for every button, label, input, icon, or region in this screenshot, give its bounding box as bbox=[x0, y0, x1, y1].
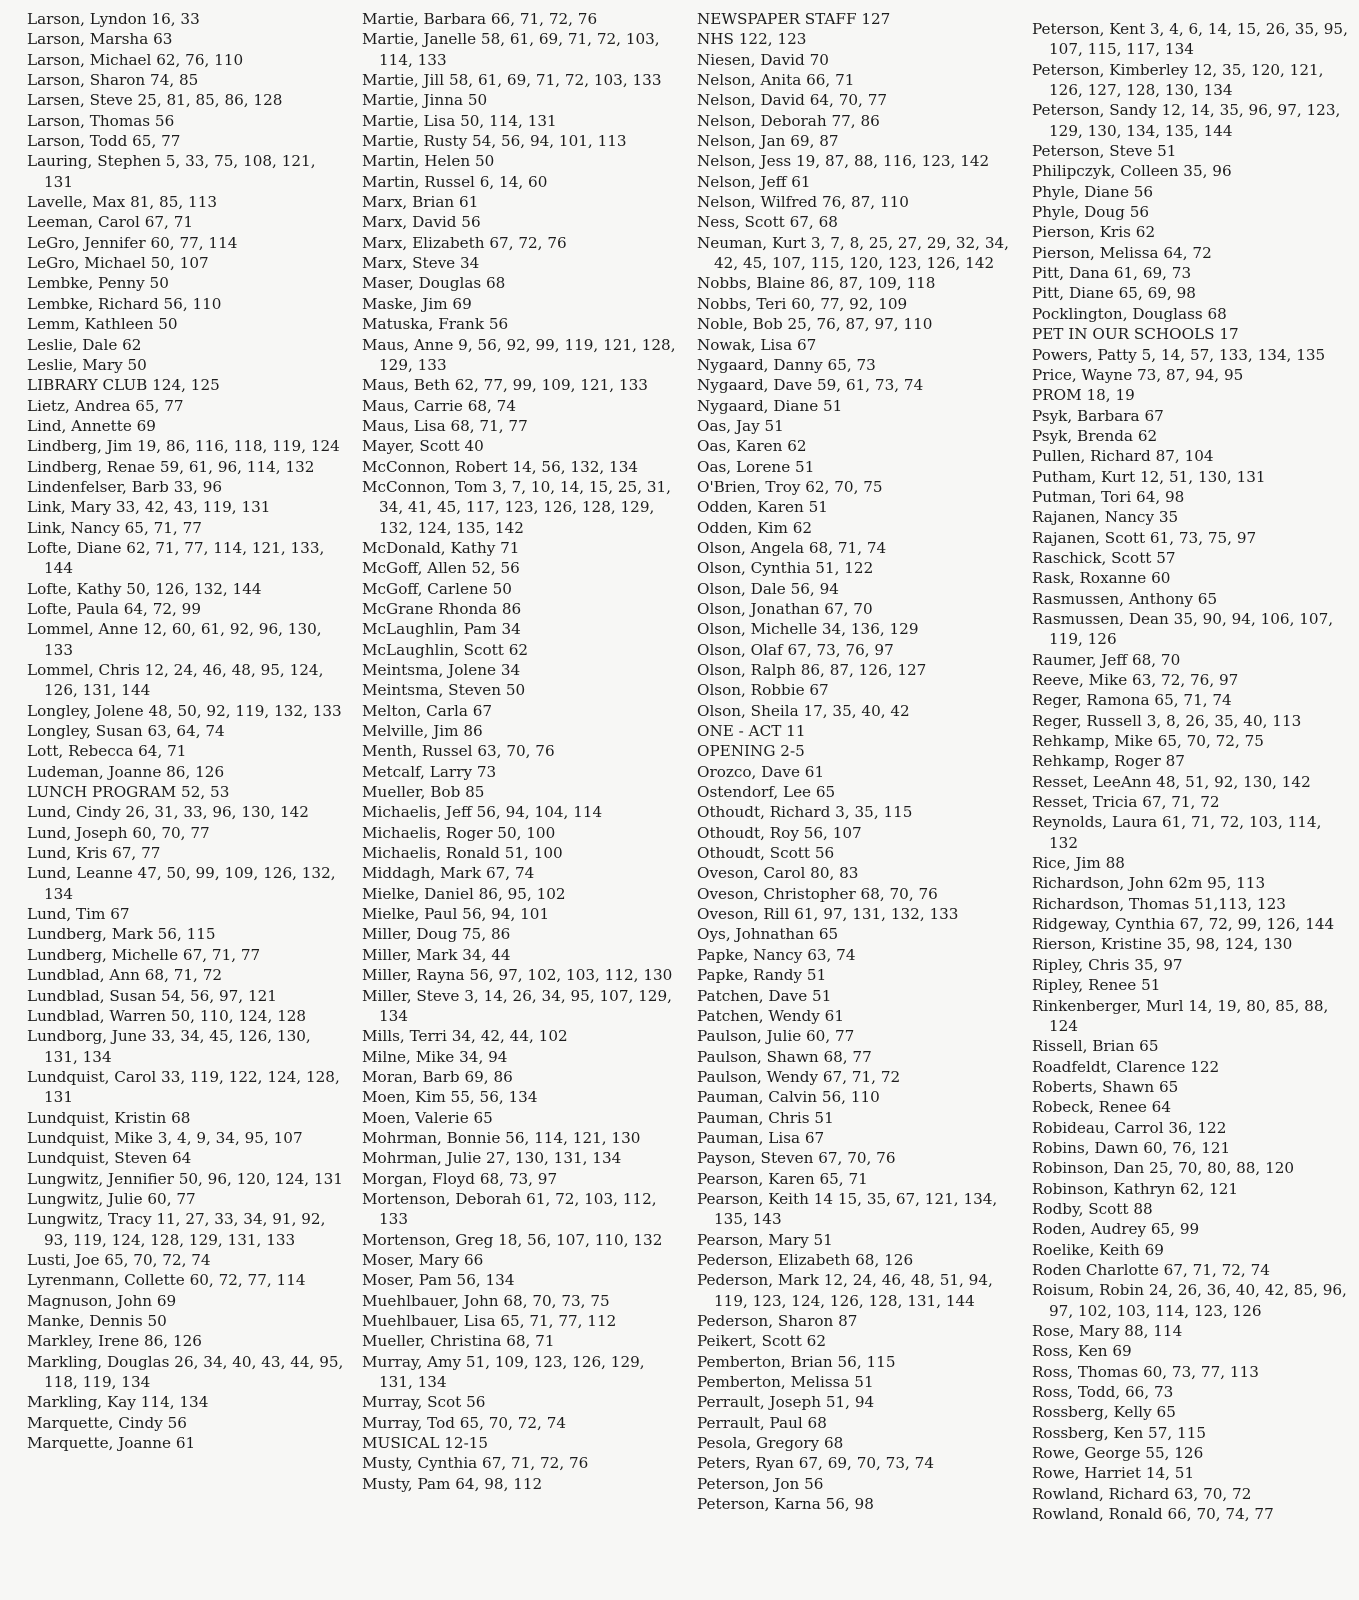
index-entry: Reger, Ramona 65, 71, 74 bbox=[1032, 691, 1232, 710]
index-entry: Rehkamp, Roger 87 bbox=[1032, 752, 1185, 771]
index-column-4 bbox=[1032, 19, 1350, 1524]
index-entry: Marx, David 56 bbox=[362, 213, 481, 232]
index-entry: Rice, Jim 88 bbox=[1032, 854, 1125, 873]
index-entry: Morgan, Floyd 68, 73, 97 bbox=[362, 1169, 558, 1188]
index-entry: Perrault, Paul 68 bbox=[697, 1413, 827, 1432]
index-entry: Robinson, Kathryn 62, 121 bbox=[1032, 1179, 1239, 1198]
index-entry: Rajanen, Scott 61, 73, 75, 97 bbox=[1032, 528, 1257, 547]
index-entry: Melville, Jim 86 bbox=[362, 722, 483, 741]
index-entry: Orozco, Dave 61 bbox=[697, 762, 825, 781]
index-entry: Nygaard, Diane 51 bbox=[697, 396, 843, 415]
index-entry: Meintsma, Steven 50 bbox=[362, 681, 526, 700]
index-entry: Robeck, Renee 64 bbox=[1032, 1098, 1171, 1117]
index-entry: Rossberg, Kelly 65 bbox=[1032, 1403, 1176, 1422]
index-entry: Martie, Jinna 50 bbox=[362, 91, 488, 110]
index-entry: Lundblad, Ann 68, 71, 72 bbox=[27, 966, 223, 985]
index-entry: Robinson, Dan 25, 70, 80, 88, 120 bbox=[1032, 1159, 1295, 1178]
index-entry: Oas, Karen 62 bbox=[697, 437, 807, 456]
index-entry: Moran, Barb 69, 86 bbox=[362, 1067, 513, 1086]
index-entry: Ostendorf, Lee 65 bbox=[697, 783, 836, 802]
index-entry: Rajanen, Nancy 35 bbox=[1032, 508, 1179, 527]
index-entry: Rowland, Richard 63, 70, 72 bbox=[1032, 1484, 1252, 1503]
index-entry: PET IN OUR SCHOOLS 17 bbox=[1032, 325, 1239, 344]
index-entry: Middagh, Mark 67, 74 bbox=[362, 864, 535, 883]
index-entry: Mortenson, Greg 18, 56, 107, 110, 132 bbox=[362, 1230, 663, 1249]
index-entry: Papke, Nancy 63, 74 bbox=[697, 945, 856, 964]
index-entry: Olson, Robbie 67 bbox=[697, 681, 829, 700]
index-entry: Ross, Thomas 60, 73, 77, 113 bbox=[1032, 1362, 1259, 1381]
index-entry: Payson, Steven 67, 70, 76 bbox=[697, 1149, 896, 1168]
index-entry: Rowland, Ronald 66, 70, 74, 77 bbox=[1032, 1505, 1274, 1524]
index-entry: Lundquist, Carol 33, 119, 122, 124, 128, 131 bbox=[27, 1067, 340, 1107]
index-entry: Olson, Olaf 67, 73, 76, 97 bbox=[697, 640, 894, 659]
index-entry: Rinkenberger, Murl 14, 19, 80, 85, 88, 124 bbox=[1032, 996, 1329, 1035]
index-entry: Odden, Kim 62 bbox=[697, 518, 813, 537]
index-entry: Pemberton, Brian 56, 115 bbox=[697, 1352, 896, 1371]
index-entry: Maus, Anne 9, 56, 92, 99, 119, 121, 128, 129, 133 bbox=[362, 335, 676, 374]
index-entry: Marx, Steve 34 bbox=[362, 254, 480, 273]
index-entry: Muehlbauer, Lisa 65, 71, 77, 112 bbox=[362, 1312, 617, 1330]
index-entry: Michaelis, Roger 50, 100 bbox=[362, 823, 556, 842]
index-entry: Link, Nancy 65, 71, 77 bbox=[27, 518, 202, 537]
index-entry: Pitt, Dana 61, 69, 73 bbox=[1032, 264, 1192, 283]
index-entry: Larson, Thomas 56 bbox=[27, 111, 175, 130]
index-entry: Lyrenmann, Collette 60, 72, 77, 114 bbox=[27, 1271, 306, 1290]
index-entry: Raumer, Jeff 68, 70 bbox=[1032, 650, 1181, 669]
index-entry: Larson, Marsha 63 bbox=[27, 30, 173, 49]
index-entry: MUSICAL 12-15 bbox=[362, 1434, 489, 1453]
index-entry: Metcalf, Larry 73 bbox=[362, 762, 497, 781]
index-entry: Ludeman, Joanne 86, 126 bbox=[27, 762, 225, 781]
index-entry: Nowak, Lisa 67 bbox=[697, 335, 817, 354]
index-entry: Michaelis, Ronald 51, 100 bbox=[362, 844, 563, 863]
index-entry: Oas, Lorene 51 bbox=[697, 457, 815, 476]
index-entry: Ness, Scott 67, 68 bbox=[697, 213, 838, 232]
index-entry: Pearson, Mary 51 bbox=[697, 1230, 833, 1249]
index-entry: Leslie, Mary 50 bbox=[27, 355, 147, 374]
index-entry: Martie, Jill 58, 61, 69, 71, 72, 103, 133 bbox=[362, 71, 662, 90]
index-entry: Olson, Dale 56, 94 bbox=[697, 579, 839, 598]
index-entry: Patchen, Wendy 61 bbox=[697, 1006, 845, 1025]
index-entry: Nelson, Jan 69, 87 bbox=[697, 132, 839, 151]
index-entry: Pauman, Calvin 56, 110 bbox=[697, 1088, 880, 1107]
index-entry: Martie, Lisa 50, 114, 131 bbox=[362, 111, 557, 130]
index-entry: Lundberg, Mark 56, 115 bbox=[27, 925, 216, 944]
index-entry: McConnon, Tom 3, 7, 10, 14, 15, 25, 31, 34, 41, 45, 117, 123, 126, 128, 129, 132, 124, 135, 142 bbox=[362, 477, 671, 537]
index-entry: Longley, Susan 63, 64, 74 bbox=[27, 722, 225, 741]
index-entry: Pearson, Karen 65, 71 bbox=[697, 1169, 868, 1188]
index-entry: Pederson, Elizabeth 68, 126 bbox=[697, 1250, 914, 1269]
index-entry: Othoudt, Scott 56 bbox=[697, 844, 835, 863]
index-column-1 bbox=[27, 9, 345, 1453]
index-entry: Paulson, Julie 60, 77 bbox=[697, 1027, 855, 1046]
index-entry: Pearson, Keith 14 15, 35, 67, 121, 134, 135, 143 bbox=[697, 1189, 998, 1229]
index-entry: Oveson, Rill 61, 97, 131, 132, 133 bbox=[697, 905, 959, 924]
index-column-3 bbox=[697, 9, 1015, 1514]
index-entry: Martin, Helen 50 bbox=[362, 152, 495, 171]
index-entry: Maus, Carrie 68, 74 bbox=[362, 396, 517, 415]
index-entry: Reynolds, Laura 61, 71, 72, 103, 114, 132 bbox=[1032, 813, 1322, 852]
index-entry: Lundberg, Michelle 67, 71, 77 bbox=[27, 945, 261, 964]
index-entry: PROM 18, 19 bbox=[1032, 386, 1135, 405]
index-entry: Mortenson, Deborah 61, 72, 103, 112, 133 bbox=[362, 1189, 657, 1229]
index-entry: Othoudt, Richard 3, 35, 115 bbox=[697, 803, 913, 822]
index-entry: Mayer, Scott 40 bbox=[362, 437, 484, 456]
index-entry: LIBRARY CLUB 124, 125 bbox=[27, 376, 220, 395]
index-entry: McDonald, Kathy 71 bbox=[362, 538, 520, 557]
index-entry: Lind, Annette 69 bbox=[27, 416, 156, 435]
index-entry: Lauring, Stephen 5, 33, 75, 108, 121, 131 bbox=[27, 152, 316, 191]
index-entry: Rasmussen, Dean 35, 90, 94, 106, 107, 119, 126 bbox=[1032, 609, 1334, 649]
index-entry: Roisum, Robin 24, 26, 36, 40, 42, 85, 96, 97, 102, 103, 114, 123, 126 bbox=[1032, 1281, 1347, 1320]
index-entry: Nelson, David 64, 70, 77 bbox=[697, 91, 888, 110]
index-entry: Marx, Brian 61 bbox=[362, 193, 479, 212]
index-entry: Nygaard, Dave 59, 61, 73, 74 bbox=[697, 376, 924, 395]
index-entry: Larson, Todd 65, 77 bbox=[27, 132, 181, 151]
index-entry: Neuman, Kurt 3, 7, 8, 25, 27, 29, 32, 34, 42, 45, 107, 115, 120, 123, 126, 142 bbox=[697, 233, 1009, 273]
index-entry: Peterson, Steve 51 bbox=[1032, 142, 1177, 161]
index-entry: Robins, Dawn 60, 76, 121 bbox=[1032, 1138, 1231, 1157]
index-entry: Robideau, Carrol 36, 122 bbox=[1032, 1118, 1227, 1137]
index-entry: Mohrman, Julie 27, 130, 131, 134 bbox=[362, 1149, 622, 1168]
index-entry: Maus, Lisa 68, 71, 77 bbox=[362, 416, 528, 435]
index-entry: Phyle, Diane 56 bbox=[1032, 182, 1154, 201]
index-entry: Moser, Mary 66 bbox=[362, 1250, 484, 1269]
index-entry: Olson, Ralph 86, 87, 126, 127 bbox=[697, 661, 927, 679]
index-entry: Mohrman, Bonnie 56, 114, 121, 130 bbox=[362, 1128, 641, 1147]
index-entry: Martie, Rusty 54, 56, 94, 101, 113 bbox=[362, 132, 627, 151]
index-entry: Meintsma, Jolene 34 bbox=[362, 661, 521, 679]
index-entry: LUNCH PROGRAM 52, 53 bbox=[27, 783, 230, 802]
index-entry: Lindberg, Jim 19, 86, 116, 118, 119, 124 bbox=[27, 437, 340, 456]
index-entry: Olson, Michelle 34, 136, 129 bbox=[697, 620, 919, 639]
index-entry: Nelson, Wilfred 76, 87, 110 bbox=[697, 193, 909, 212]
index-entry: Lemm, Kathleen 50 bbox=[27, 315, 178, 334]
index-entry: Pesola, Gregory 68 bbox=[697, 1434, 844, 1453]
index-entry: Lembke, Penny 50 bbox=[27, 274, 169, 293]
index-entry: Peterson, Kimberley 12, 35, 120, 121, 126, 127, 128, 130, 134 bbox=[1032, 60, 1324, 100]
index-entry: Leeman, Carol 67, 71 bbox=[27, 213, 194, 232]
index-entry: Markling, Douglas 26, 34, 40, 43, 44, 95, 118, 119, 134 bbox=[27, 1352, 344, 1392]
index-entry: Patchen, Dave 51 bbox=[697, 986, 832, 1005]
index-entry: Oveson, Christopher 68, 70, 76 bbox=[697, 884, 938, 903]
index-entry: Rissell, Brian 65 bbox=[1032, 1037, 1159, 1056]
index-entry: Raschick, Scott 57 bbox=[1032, 548, 1176, 567]
index-entry: Pederson, Sharon 87 bbox=[697, 1312, 858, 1330]
index-entry: Peterson, Jon 56 bbox=[697, 1474, 824, 1493]
index-entry: Richardson, Thomas 51,113, 123 bbox=[1032, 894, 1286, 913]
index-entry: Peterson, Sandy 12, 14, 35, 96, 97, 123, 129, 130, 134, 135, 144 bbox=[1032, 101, 1341, 140]
index-entry: Rierson, Kristine 35, 98, 124, 130 bbox=[1032, 935, 1293, 954]
index-entry: Mielke, Daniel 86, 95, 102 bbox=[362, 884, 566, 903]
index-entry: Roden, Audrey 65, 99 bbox=[1032, 1220, 1200, 1239]
index-entry: Lundborg, June 33, 34, 45, 126, 130, 131, 134 bbox=[27, 1027, 311, 1066]
index-entry: Pitt, Diane 65, 69, 98 bbox=[1032, 284, 1196, 303]
index-entry: Lund, Leanne 47, 50, 99, 109, 126, 132, 134 bbox=[27, 864, 336, 903]
index-entry: Milne, Mike 34, 94 bbox=[362, 1047, 508, 1066]
index-entry: Putham, Kurt 12, 51, 130, 131 bbox=[1032, 467, 1266, 486]
index-entry: Larsen, Steve 25, 81, 85, 86, 128 bbox=[27, 91, 283, 110]
index-entry: Ross, Todd, 66, 73 bbox=[1032, 1383, 1174, 1402]
index-entry: Mueller, Bob 85 bbox=[362, 783, 485, 802]
index-entry: LeGro, Jennifer 60, 77, 114 bbox=[27, 233, 238, 252]
index-entry: Oveson, Carol 80, 83 bbox=[697, 864, 859, 883]
index-entry: Lommel, Chris 12, 24, 46, 48, 95, 124, 126, 131, 144 bbox=[27, 661, 324, 700]
index-entry: Nelson, Anita 66, 71 bbox=[697, 71, 855, 90]
index-entry: Larson, Lyndon 16, 33 bbox=[27, 10, 200, 28]
index-entry: Paulson, Wendy 67, 71, 72 bbox=[697, 1067, 901, 1086]
index-entry: Ripley, Renee 51 bbox=[1032, 976, 1161, 995]
index-entry: Longley, Jolene 48, 50, 92, 119, 132, 133 bbox=[27, 701, 342, 720]
index-entry: Ridgeway, Cynthia 67, 72, 99, 126, 144 bbox=[1032, 915, 1335, 934]
index-entry: Nobbs, Blaine 86, 87, 109, 118 bbox=[697, 274, 936, 293]
index-entry: Rose, Mary 88, 114 bbox=[1032, 1322, 1183, 1340]
index-entry: Reger, Russell 3, 8, 26, 35, 40, 113 bbox=[1032, 711, 1302, 730]
index-entry: Ross, Ken 69 bbox=[1032, 1342, 1132, 1361]
index-entry: Martie, Janelle 58, 61, 69, 71, 72, 103, 114, 133 bbox=[362, 30, 660, 69]
index-entry: Lundblad, Susan 54, 56, 97, 121 bbox=[27, 986, 277, 1005]
index-entry: Nelson, Jess 19, 87, 88, 116, 123, 142 bbox=[697, 152, 990, 171]
index-entry: Melton, Carla 67 bbox=[362, 701, 493, 720]
index-entry: Roberts, Shawn 65 bbox=[1032, 1077, 1179, 1096]
index-entry: Link, Mary 33, 42, 43, 119, 131 bbox=[27, 498, 271, 517]
index-entry: Pauman, Lisa 67 bbox=[697, 1128, 825, 1147]
index-entry: Pemberton, Melissa 51 bbox=[697, 1373, 874, 1392]
index-entry: Rossberg, Ken 57, 115 bbox=[1032, 1423, 1207, 1442]
index-entry: Psyk, Brenda 62 bbox=[1032, 426, 1158, 445]
index-entry: Lembke, Richard 56, 110 bbox=[27, 294, 222, 313]
index-entry: Marquette, Joanne 61 bbox=[27, 1434, 196, 1453]
index-entry: Rowe, Harriet 14, 51 bbox=[1032, 1464, 1195, 1483]
index-entry: Olson, Angela 68, 71, 74 bbox=[697, 538, 887, 557]
index-entry: Rowe, George 55, 126 bbox=[1032, 1444, 1204, 1463]
index-entry: Lund, Tim 67 bbox=[27, 905, 130, 924]
index-entry: Niesen, David 70 bbox=[697, 50, 829, 69]
index-entry: Lavelle, Max 81, 85, 113 bbox=[27, 193, 218, 212]
index-entry: Price, Wayne 73, 87, 94, 95 bbox=[1032, 365, 1244, 384]
index-entry: Moen, Kim 55, 56, 134 bbox=[362, 1088, 538, 1107]
index-entry: NHS 122, 123 bbox=[697, 30, 807, 49]
index-entry: Noble, Bob 25, 76, 87, 97, 110 bbox=[697, 315, 933, 334]
index-entry: McLaughlin, Pam 34 bbox=[362, 620, 521, 639]
index-entry: Roden Charlotte 67, 71, 72, 74 bbox=[1032, 1260, 1270, 1279]
index-entry: Phyle, Doug 56 bbox=[1032, 203, 1150, 222]
index-entry: Lundblad, Warren 50, 110, 124, 128 bbox=[27, 1006, 307, 1025]
index-entry: Leslie, Dale 62 bbox=[27, 335, 142, 354]
index-entry: McLaughlin, Scott 62 bbox=[362, 640, 529, 659]
index-entry: Putman, Tori 64, 98 bbox=[1032, 487, 1185, 506]
index-entry: Miller, Steve 3, 14, 26, 34, 95, 107, 129, 134 bbox=[362, 986, 672, 1025]
index-entry: Paulson, Shawn 68, 77 bbox=[697, 1047, 872, 1066]
index-entry: Perrault, Joseph 51, 94 bbox=[697, 1393, 875, 1412]
index-entry: Peterson, Karna 56, 98 bbox=[697, 1495, 874, 1514]
index-entry: Lungwitz, Julie 60, 77 bbox=[27, 1189, 196, 1208]
index-entry: Roelike, Keith 69 bbox=[1032, 1240, 1164, 1259]
index-entry: Othoudt, Roy 56, 107 bbox=[697, 823, 862, 842]
index-entry: Nelson, Deborah 77, 86 bbox=[697, 111, 880, 130]
index-entry: Musty, Cynthia 67, 71, 72, 76 bbox=[362, 1454, 589, 1473]
index-entry: Lott, Rebecca 64, 71 bbox=[27, 742, 187, 761]
index-entry: Oas, Jay 51 bbox=[697, 416, 784, 435]
index-entry: Roadfeldt, Clarence 122 bbox=[1032, 1057, 1220, 1076]
index-entry: Psyk, Barbara 67 bbox=[1032, 406, 1164, 425]
index-entry: Lietz, Andrea 65, 77 bbox=[27, 396, 184, 415]
index-entry: Lofte, Diane 62, 71, 77, 114, 121, 133, 144 bbox=[27, 538, 325, 578]
index-entry: Mielke, Paul 56, 94, 101 bbox=[362, 905, 550, 924]
index-entry: Larson, Michael 62, 76, 110 bbox=[27, 50, 244, 69]
index-entry: Rodby, Scott 88 bbox=[1032, 1199, 1153, 1218]
index-entry: Michaelis, Jeff 56, 94, 104, 114 bbox=[362, 803, 603, 822]
index-entry: McGrane Rhonda 86 bbox=[362, 599, 522, 618]
index-entry: Lindberg, Renae 59, 61, 96, 114, 132 bbox=[27, 457, 315, 476]
index-entry: Lund, Joseph 60, 70, 77 bbox=[27, 823, 210, 842]
index-entry: OPENING 2-5 bbox=[697, 742, 805, 761]
index-entry: Murray, Tod 65, 70, 72, 74 bbox=[362, 1413, 567, 1432]
index-entry: Moser, Pam 56, 134 bbox=[362, 1271, 515, 1290]
index-entry: Pederson, Mark 12, 24, 46, 48, 51, 94, 119, 123, 124, 126, 128, 131, 144 bbox=[697, 1271, 993, 1310]
index-entry: Matuska, Frank 56 bbox=[362, 315, 509, 334]
index-entry: Murray, Scot 56 bbox=[362, 1393, 486, 1412]
index-entry: Magnuson, John 69 bbox=[27, 1291, 177, 1310]
index-entry: Maske, Jim 69 bbox=[362, 294, 472, 313]
index-entry: Marquette, Cindy 56 bbox=[27, 1413, 187, 1432]
index-entry: Philipczyk, Colleen 35, 96 bbox=[1032, 162, 1232, 181]
index-entry: Ripley, Chris 35, 97 bbox=[1032, 955, 1183, 974]
index-entry: Olson, Jonathan 67, 70 bbox=[697, 599, 873, 618]
index-entry: LeGro, Michael 50, 107 bbox=[27, 254, 209, 273]
index-entry: Papke, Randy 51 bbox=[697, 966, 827, 985]
index-entry: ONE - ACT 11 bbox=[697, 722, 806, 741]
index-entry: Pocklington, Douglass 68 bbox=[1032, 304, 1227, 323]
index-entry: Lofte, Kathy 50, 126, 132, 144 bbox=[27, 579, 262, 598]
index-entry: Rask, Roxanne 60 bbox=[1032, 569, 1171, 588]
index-entry: Lundquist, Mike 3, 4, 9, 34, 95, 107 bbox=[27, 1128, 303, 1147]
index-entry: Muehlbauer, John 68, 70, 73, 75 bbox=[362, 1291, 610, 1310]
index-entry: Peters, Ryan 67, 69, 70, 73, 74 bbox=[697, 1454, 934, 1473]
index-entry: Martie, Barbara 66, 71, 72, 76 bbox=[362, 10, 598, 28]
index-entry: Resset, LeeAnn 48, 51, 92, 130, 142 bbox=[1032, 772, 1311, 791]
index-entry: Pullen, Richard 87, 104 bbox=[1032, 447, 1214, 466]
index-entry: Lund, Cindy 26, 31, 33, 96, 130, 142 bbox=[27, 803, 309, 822]
index-entry: Miller, Mark 34, 44 bbox=[362, 945, 511, 964]
index-entry: Peterson, Kent 3, 4, 6, 14, 15, 26, 35, 95, 107, 115, 117, 134 bbox=[1032, 20, 1348, 59]
index-entry: Lindenfelser, Barb 33, 96 bbox=[27, 477, 223, 496]
index-entry: Nobbs, Teri 60, 77, 92, 109 bbox=[697, 294, 908, 313]
index-entry: Peikert, Scott 62 bbox=[697, 1332, 827, 1351]
index-entry: Resset, Tricia 67, 71, 72 bbox=[1032, 793, 1220, 812]
index-entry: Miller, Doug 75, 86 bbox=[362, 925, 511, 944]
index-entry: Nygaard, Danny 65, 73 bbox=[697, 355, 876, 374]
index-entry: Musty, Pam 64, 98, 112 bbox=[362, 1474, 543, 1493]
index-entry: Mueller, Christina 68, 71 bbox=[362, 1332, 555, 1351]
index-entry: Pierson, Melissa 64, 72 bbox=[1032, 243, 1212, 262]
index-entry: Pierson, Kris 62 bbox=[1032, 223, 1156, 242]
index-entry: Olson, Cynthia 51, 122 bbox=[697, 559, 874, 578]
index-entry: Larson, Sharon 74, 85 bbox=[27, 71, 199, 90]
index-column-2 bbox=[362, 9, 680, 1494]
index-entry: Lungwitz, Jennifier 50, 96, 120, 124, 131 bbox=[27, 1169, 343, 1188]
index-entry: Lungwitz, Tracy 11, 27, 33, 34, 91, 92, 93, 119, 124, 128, 129, 131, 133 bbox=[27, 1210, 326, 1249]
index-entry: Lommel, Anne 12, 60, 61, 92, 96, 130, 133 bbox=[27, 620, 322, 659]
index-entry: Lusti, Joe 65, 70, 72, 74 bbox=[27, 1250, 211, 1269]
index-entry: Lund, Kris 67, 77 bbox=[27, 844, 161, 863]
index-entry: Rehkamp, Mike 65, 70, 72, 75 bbox=[1032, 732, 1264, 751]
index-entry: Reeve, Mike 63, 72, 76, 97 bbox=[1032, 671, 1239, 689]
index-entry: Murray, Amy 51, 109, 123, 126, 129, 131, 134 bbox=[362, 1352, 645, 1392]
index-entry: McGoff, Allen 52, 56 bbox=[362, 559, 520, 578]
index-entry: Lundquist, Steven 64 bbox=[27, 1149, 192, 1168]
index-entry: Menth, Russel 63, 70, 76 bbox=[362, 742, 555, 761]
index-entry: McGoff, Carlene 50 bbox=[362, 579, 512, 598]
index-entry: Rasmussen, Anthony 65 bbox=[1032, 589, 1218, 608]
index-entry: Moen, Valerie 65 bbox=[362, 1108, 493, 1127]
index-entry: NEWSPAPER STAFF 127 bbox=[697, 10, 891, 28]
index-entry: Marx, Elizabeth 67, 72, 76 bbox=[362, 233, 567, 252]
index-entry: Maser, Douglas 68 bbox=[362, 274, 506, 293]
index-entry: Oys, Johnathan 65 bbox=[697, 925, 839, 944]
index-entry: Olson, Sheila 17, 35, 40, 42 bbox=[697, 701, 910, 720]
index-entry: Maus, Beth 62, 77, 99, 109, 121, 133 bbox=[362, 376, 648, 395]
index-entry: Odden, Karen 51 bbox=[697, 498, 828, 517]
index-entry: Nelson, Jeff 61 bbox=[697, 172, 811, 191]
index-entry: Richardson, John 62m 95, 113 bbox=[1032, 874, 1266, 893]
index-entry: Manke, Dennis 50 bbox=[27, 1312, 167, 1330]
index-entry: Powers, Patty 5, 14, 57, 133, 134, 135 bbox=[1032, 345, 1326, 364]
index-entry: Lofte, Paula 64, 72, 99 bbox=[27, 599, 201, 618]
index-entry: Lundquist, Kristin 68 bbox=[27, 1108, 191, 1127]
index-entry: Mills, Terri 34, 42, 44, 102 bbox=[362, 1027, 568, 1046]
index-entry: Markley, Irene 86, 126 bbox=[27, 1332, 202, 1351]
index-entry: Markling, Kay 114, 134 bbox=[27, 1393, 209, 1412]
index-entry: Miller, Rayna 56, 97, 102, 103, 112, 130 bbox=[362, 966, 673, 985]
index-entry: McConnon, Robert 14, 56, 132, 134 bbox=[362, 457, 639, 476]
index-entry: Pauman, Chris 51 bbox=[697, 1108, 834, 1127]
index-entry: O'Brien, Troy 62, 70, 75 bbox=[697, 477, 883, 496]
index-entry: Martin, Russel 6, 14, 60 bbox=[362, 172, 548, 191]
